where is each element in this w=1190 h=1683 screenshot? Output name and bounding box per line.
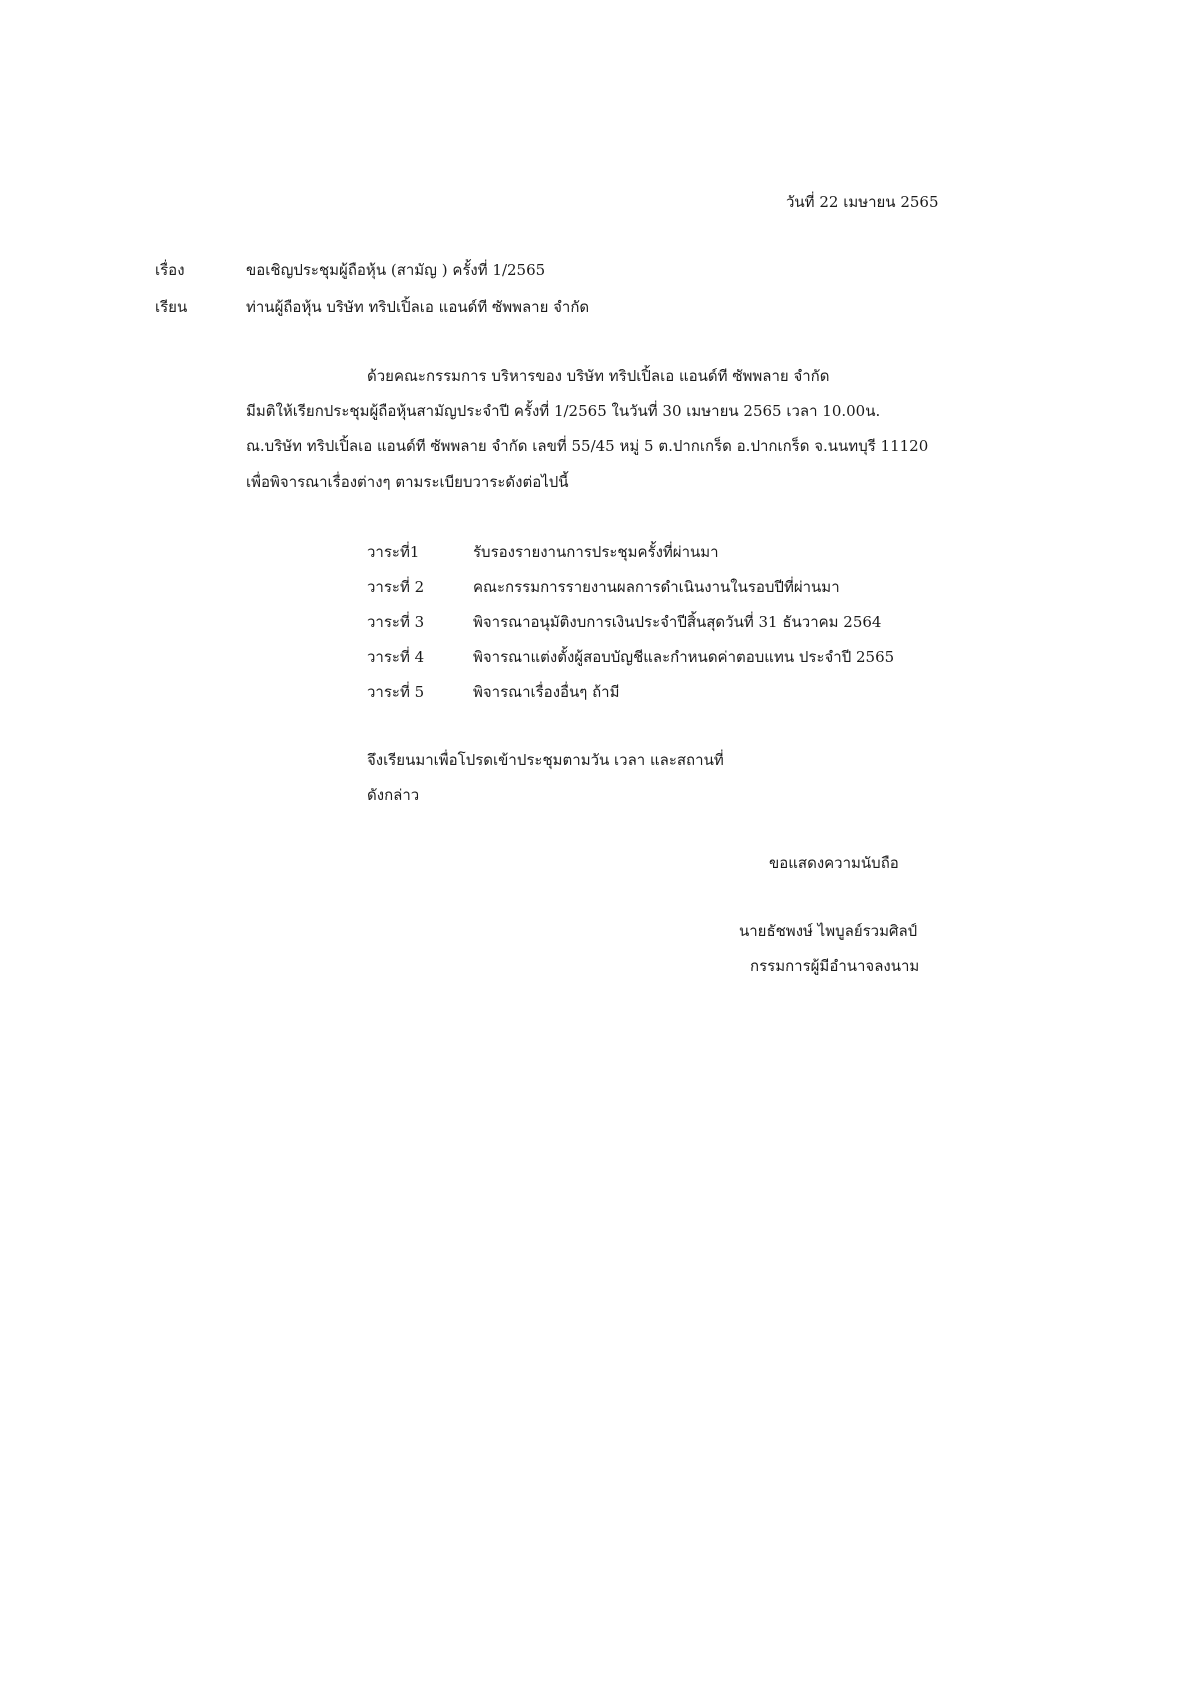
agenda-item-label: วาระที่ 3 <box>367 613 425 631</box>
letter-date: วันที่ 22 เมษายน 2565 <box>786 193 939 211</box>
recipient-label: เรียน <box>155 298 188 316</box>
subject-label: เรื่อง <box>155 261 185 279</box>
agenda-item-label: วาระที่ 4 <box>367 648 425 666</box>
recipient-text: ท่านผู้ถือหุ้น บริษัท ทริปเปิ้ลเอ แอนด์ที ซัพพลาย จำกัด <box>246 298 590 316</box>
signer-name: นายธัชพงษ์ ไพบูลย์รวมศิลป์ <box>739 922 918 940</box>
agenda-item-text: พิจารณาอนุมัติงบการเงินประจำปีสิ้นสุดวันที่ 31 ธันวาคม 2564 <box>473 613 882 631</box>
agenda-item-text: พิจารณาแต่งตั้งผู้สอบบัญชีและกำหนดค่าตอบแทน ประจำปี 2565 <box>473 648 895 666</box>
closing-line: จึงเรียนมาเพื่อโปรดเข้าประชุมตามวัน เวลา และสถานที่ <box>367 751 724 769</box>
agenda-item-text: พิจารณาเรื่องอื่นๆ ถ้ามี <box>473 683 620 701</box>
signer-title: กรรมการผู้มีอำนาจลงนาม <box>750 957 920 975</box>
agenda-item-text: รับรองรายงานการประชุมครั้งที่ผ่านมา <box>473 543 719 561</box>
regards-text: ขอแสดงความนับถือ <box>769 854 899 872</box>
agenda-item-label: วาระที่1 <box>367 543 420 561</box>
subject-text: ขอเชิญประชุมผู้ถือหุ้น (สามัญ ) ครั้งที่ 1/2565 <box>246 261 546 279</box>
closing-line: ดังกล่าว <box>367 786 420 804</box>
body-paragraph-line: ณ.บริษัท ทริปเปิ้ลเอ แอนด์ที ซัพพลาย จำกัด เลขที่ 55/45 หมู่ 5 ต.ปากเกร็ด อ.ปากเกร็ด จ.นนทบุรี 11120 <box>246 437 929 455</box>
agenda-item-label: วาระที่ 5 <box>367 683 425 701</box>
body-paragraph-line: มีมติให้เรียกประชุมผู้ถือหุ้นสามัญประจำปี ครั้งที่ 1/2565 ในวันที่ 30 เมษายน 2565 เวลา 10.00น. <box>246 402 881 420</box>
body-paragraph-line: ด้วยคณะกรรมการ บริหารของ บริษัท ทริปเปิ้ลเอ แอนด์ที ซัพพลาย จำกัด <box>367 367 830 385</box>
agenda-item-label: วาระที่ 2 <box>367 578 425 596</box>
agenda-item-text: คณะกรรมการรายงานผลการดำเนินงานในรอบปีที่ผ่านมา <box>473 578 840 596</box>
body-paragraph-line: เพื่อพิจารณาเรื่องต่างๆ ตามระเบียบวาระดังต่อไปนี้ <box>246 473 569 491</box>
